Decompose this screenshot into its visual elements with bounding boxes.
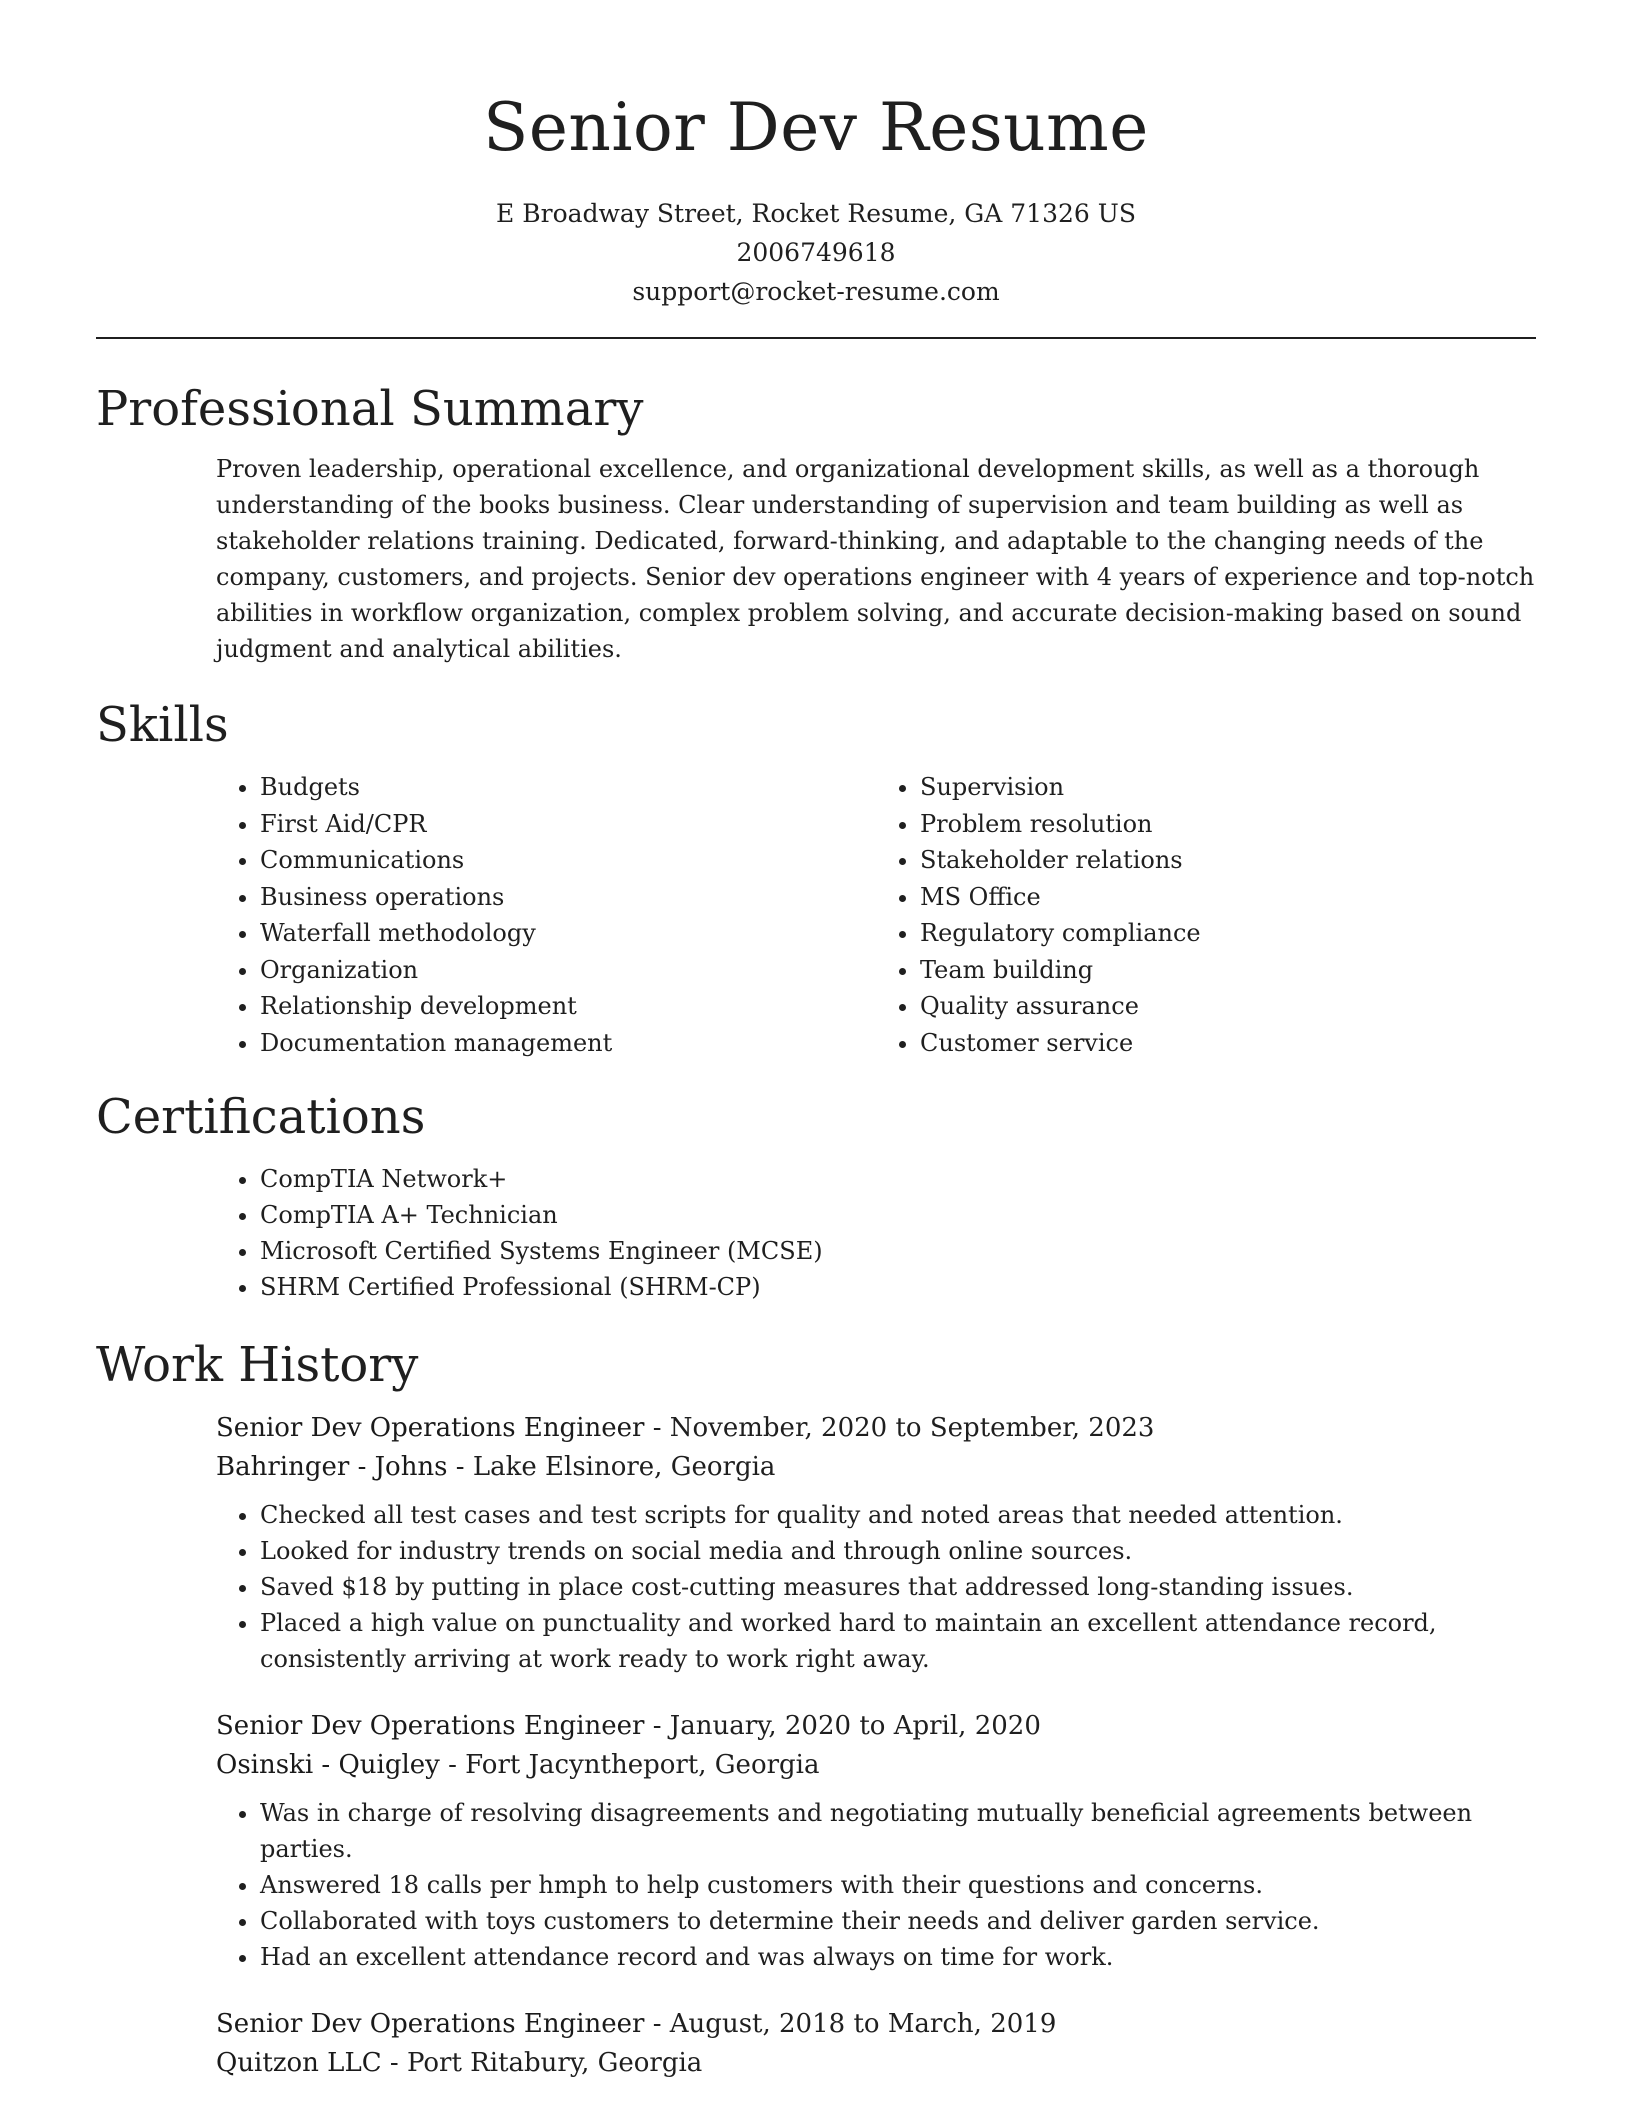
skill-item: • Stakeholder relations (920, 842, 1536, 879)
contact-block (0, 194, 1632, 311)
skills-grid (216, 769, 1536, 1061)
skill-item: • Documentation management (260, 1025, 876, 1062)
job-bullet: • Collaborated with toys customers to determine their needs and deliver garden service. (260, 1903, 1536, 1939)
job-entry (216, 1409, 1536, 1677)
skill-item: • Customer service (920, 1025, 1536, 1062)
section-title-skills: Skills (96, 697, 229, 753)
contact-address: E Broadway Street, Rocket Resume, GA 71326 US (496, 199, 1136, 228)
job-bullet: • Was in charge of resolving disagreements and negotiating mutually beneficial agreements between parties. (260, 1795, 1536, 1867)
skill-item: • Regulatory compliance (920, 915, 1536, 952)
job-role: Senior Dev Operations Engineer (216, 1413, 645, 1443)
skill-item: • Team building (920, 952, 1536, 989)
job-role: Senior Dev Operations Engineer (216, 2009, 645, 2039)
job-bullet: • Checked all test cases and test scripts for quality and noted areas that needed attention. (260, 1497, 1536, 1533)
job-location: - Lake Elsinore, Georgia (447, 1452, 776, 1482)
job-bullet-list (216, 1795, 1536, 1975)
job-company: Osinski - Quigley (216, 1750, 440, 1780)
job-entry (216, 2005, 1536, 2083)
job-title-line (216, 1409, 1536, 1448)
job-location: - Fort Jacyntheport, Georgia (439, 1750, 820, 1780)
summary-text: Proven leadership, operational excellence, and organizational development skills, as well as a thorough understanding of the books business. Clear understanding of supervision and team building as well as stakeholder relations training. Dedicated, forward-thinking, and adaptable to the changing needs of the company, customers, and projects. Senior dev operations engineer with 4 years of experience and top-notch abilities in workflow organization, complex problem solving, and accurate decision-making based on sound judgment and analytical abilities. (216, 455, 1535, 663)
job-dates: - January, 2020 to April, 2020 (644, 1711, 1041, 1741)
job-company: Bahringer - Johns (216, 1452, 448, 1482)
job-company-line (216, 1448, 1536, 1487)
job-location: - Port Ritabury, Georgia (381, 2048, 703, 2078)
skill-item: • Problem resolution (920, 806, 1536, 843)
section-title-summary: Professional Summary (96, 381, 644, 437)
skill-item: • Budgets (260, 769, 876, 806)
certification-item: • CompTIA A+ Technician (260, 1197, 1536, 1233)
job-dates: - August, 2018 to March, 2019 (644, 2009, 1057, 2039)
job-company-line (216, 1746, 1536, 1785)
job-bullet: • Looked for industry trends on social media and through online sources. (260, 1533, 1536, 1569)
job-bullet: • Saved $18 by putting in place cost-cutting measures that addressed long-standing issues. (260, 1569, 1536, 1605)
job-bullet: • Answered 18 calls per hmph to help customers with their questions and concerns. (260, 1867, 1536, 1903)
skill-item: • Communications (260, 842, 876, 879)
skill-item: • Waterfall methodology (260, 915, 876, 952)
job-company-line (216, 2044, 1536, 2083)
job-bullet: • Placed a high value on punctuality and worked hard to maintain an excellent attendance record, consistently arriving at work ready to work right away. (260, 1605, 1536, 1677)
job-dates: - November, 2020 to September, 2023 (644, 1413, 1155, 1443)
skill-item: • Business operations (260, 879, 876, 916)
header-divider (96, 337, 1536, 339)
job-role: Senior Dev Operations Engineer (216, 1711, 645, 1741)
contact-email: support@rocket-resume.com (632, 277, 1000, 306)
skill-item: • Relationship development (260, 988, 876, 1025)
skills-list-right (876, 769, 1536, 1061)
certification-item: • CompTIA Network+ (260, 1161, 1536, 1197)
job-bullet-list (216, 1497, 1536, 1677)
section-title-work-history: Work History (96, 1337, 419, 1393)
job-company: Quitzon LLC (216, 2048, 382, 2078)
skill-item: • MS Office (920, 879, 1536, 916)
certification-item: • SHRM Certified Professional (SHRM-CP) (260, 1269, 1536, 1305)
skill-item: • Organization (260, 952, 876, 989)
skill-item: • Supervision (920, 769, 1536, 806)
job-title-line (216, 1707, 1536, 1746)
contact-phone: 2006749618 (736, 238, 896, 267)
skill-item: • Quality assurance (920, 988, 1536, 1025)
job-bullet: • Had an excellent attendance record and was always on time for work. (260, 1939, 1536, 1975)
job-title-line (216, 2005, 1536, 2044)
resume-header (0, 0, 1632, 311)
certification-item: • Microsoft Certified Systems Engineer (MCSE) (260, 1233, 1536, 1269)
resume-name: Senior Dev Resume (483, 89, 1149, 166)
job-entry (216, 1707, 1536, 1975)
skills-list-left (216, 769, 876, 1061)
skill-item: • First Aid/CPR (260, 806, 876, 843)
certifications-list (216, 1161, 1536, 1305)
section-title-certifications: Certifications (96, 1089, 426, 1145)
